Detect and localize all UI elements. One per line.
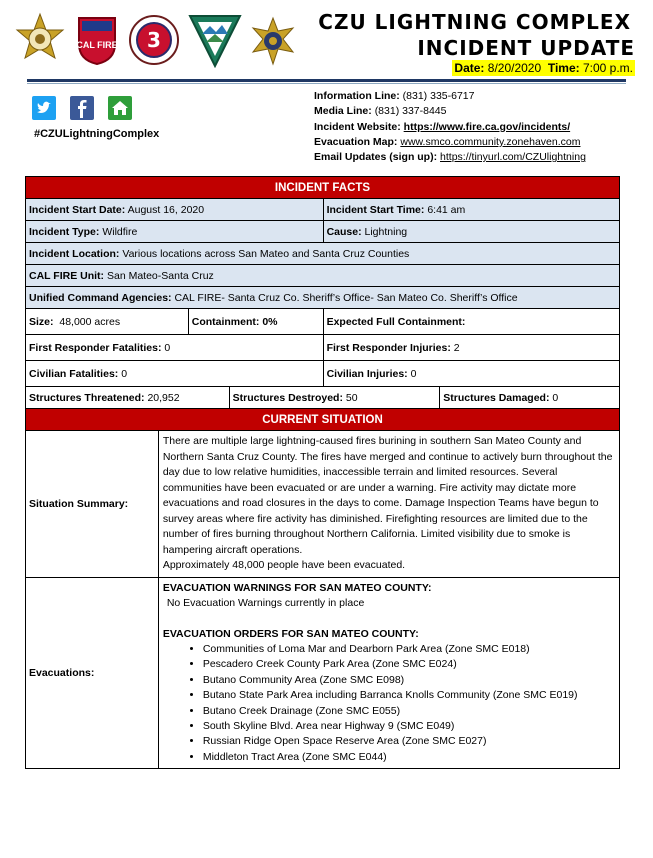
orders-list — [163, 642, 615, 765]
civ-fatalities-label: Civilian Fatalities: — [29, 367, 119, 380]
size-label: Size: — [29, 315, 54, 328]
date-label: Date: — [454, 61, 485, 75]
agencies-value: CAL FIRE- Santa Cruz Co. Sheriff’s Office- San Mateo Co. Sheriff’s Office — [174, 291, 518, 304]
current-situation-heading: CURRENT SITUATION — [26, 409, 620, 431]
email-label: Email Updates (sign up): — [314, 151, 438, 164]
evacuations-cell — [158, 577, 619, 769]
date-value: 8/20/2020 — [487, 61, 542, 75]
facebook-icon[interactable] — [70, 96, 94, 120]
threatened-label: Structures Threatened: — [29, 391, 145, 404]
civ-injuries-value: 0 — [410, 367, 417, 380]
fire-district-logo-text: 3 — [147, 28, 161, 52]
header-divider-thin — [27, 83, 626, 84]
date-time-box — [452, 60, 635, 76]
start-time-label: Incident Start Time: — [326, 203, 425, 216]
start-date-value: August 16, 2020 — [127, 203, 205, 216]
evac-map-link[interactable]: www.smco.community.zonehaven.com — [400, 135, 581, 148]
location-label: Incident Location: — [29, 247, 120, 260]
fr-injuries-value: 2 — [453, 341, 460, 354]
fire-district-logo — [128, 14, 180, 66]
order-item: • Butano State Park Area including Barranca Knolls Community (Zone SMC E019) — [203, 688, 615, 703]
order-item: • South Skyline Blvd. Area near Highway 9 (SMC E049) — [203, 719, 615, 734]
home-icon[interactable] — [108, 96, 132, 120]
containment-value: 0% — [262, 315, 278, 328]
warnings-heading: EVACUATION WARNINGS FOR SAN MATEO COUNTY: — [162, 581, 432, 594]
size-value: 48,000 acres — [59, 315, 121, 328]
order-item: • Middleton Tract Area (Zone SMC E044) — [203, 750, 615, 765]
civ-injuries-label: Civilian Injuries: — [326, 367, 408, 380]
order-item: • Communities of Loma Mar and Dearborn Park Area (Zone SMC E018) — [203, 642, 615, 657]
destroyed-label: Structures Destroyed: — [232, 391, 343, 404]
incident-facts-table — [25, 176, 620, 769]
expected-containment-label: Expected Full Containment: — [326, 315, 466, 328]
unit-value: San Mateo-Santa Cruz — [106, 269, 214, 282]
media-line-value: (831) 337-8445 — [374, 105, 447, 118]
civ-fatalities-value: 0 — [121, 367, 128, 380]
damaged-value: 0 — [552, 391, 559, 404]
situation-summary-text: There are multiple large lightning-caused fires burining in southern San Mateo County and Northern Santa Cruz County. The fires have merged and continue to actively burn throughout the day due to low relative humidities, inaccessible terrain and limited resources. Several communities have been evacuated or are under a warning. Fire activity may dictate more evacuations and road closures in the days to come. Damage Inspection Teams have begun to survey areas where fire activity has diminished. Firefighting resources are limited due to the number of fires burning throughout Northern California. Limited visibility due to smoke is hampering aircraft operations. — [162, 435, 613, 556]
type-value: Wildfire — [102, 225, 138, 238]
header-divider — [27, 79, 626, 82]
website-link[interactable]: https://www.fire.ca.gov/incidents/ — [403, 120, 571, 133]
media-line-label: Media Line: — [314, 105, 372, 118]
incident-facts-heading: INCIDENT FACTS — [26, 177, 620, 199]
location-value: Various locations across San Mateo and Santa Cruz Counties — [122, 247, 410, 260]
destroyed-value: 50 — [345, 391, 358, 404]
title-line-1: CZU LIGHTNING COMPLEX — [318, 10, 631, 34]
type-label: Incident Type: — [29, 225, 100, 238]
order-item: • Russian Ridge Open Space Reserve Area (Zone SMC E027) — [203, 734, 615, 749]
info-line-label: Information Line: — [314, 90, 400, 102]
evacuations-label: Evacuations: — [26, 577, 159, 769]
cause-label: Cause: — [326, 225, 362, 238]
sheriff-star-logo-2 — [250, 16, 296, 66]
fr-injuries-label: First Responder Injuries: — [326, 341, 451, 354]
evac-map-label: Evacuation Map: — [314, 135, 398, 148]
title-line-2: INCIDENT UPDATE — [417, 36, 635, 60]
situation-summary-cell — [158, 431, 619, 578]
info-line-value: (831) 335-6717 — [402, 90, 475, 102]
cal-fire-logo — [76, 14, 118, 66]
email-link[interactable]: https://tinyurl.com/CZUlightning — [440, 151, 586, 164]
threatened-value: 20,952 — [147, 391, 180, 404]
order-item: • Pescadero Creek County Park Area (Zone SMC E024) — [203, 657, 615, 672]
warnings-text: No Evacuation Warnings currently in place — [166, 597, 365, 609]
contact-block — [314, 89, 586, 165]
orders-heading: EVACUATION ORDERS FOR SAN MATEO COUNTY: — [162, 627, 419, 640]
time-label: Time: — [547, 61, 580, 75]
damaged-label: Structures Damaged: — [443, 391, 550, 404]
twitter-icon[interactable] — [32, 96, 56, 120]
start-date-label: Incident Start Date: — [29, 203, 126, 216]
situation-summary-extra: Approximately 48,000 people have been evacuated. — [162, 559, 406, 571]
fr-fatalities-label: First Responder Fatalities: — [29, 341, 162, 354]
hashtag: #CZULightningComplex — [34, 128, 160, 140]
fr-fatalities-value: 0 — [164, 341, 171, 354]
forest-agency-logo — [186, 12, 244, 68]
start-time-value: 6:41 am — [427, 203, 466, 216]
sheriff-star-logo-1 — [14, 12, 66, 66]
order-item: • Butano Community Area (Zone SMC E098) — [203, 673, 615, 688]
website-label: Incident Website: — [314, 120, 401, 133]
agencies-label: Unified Command Agencies: — [29, 291, 172, 304]
containment-label: Containment: — [191, 315, 260, 328]
time-value: 7:00 p.m. — [582, 61, 633, 75]
unit-label: CAL FIRE Unit: — [29, 269, 105, 282]
situation-summary-label: Situation Summary: — [26, 431, 159, 578]
cal-fire-logo-text: CAL FIRE — [76, 40, 118, 50]
order-item: • Butano Creek Drainage (Zone SMC E055) — [203, 704, 615, 719]
cause-value: Lightning — [364, 225, 408, 238]
